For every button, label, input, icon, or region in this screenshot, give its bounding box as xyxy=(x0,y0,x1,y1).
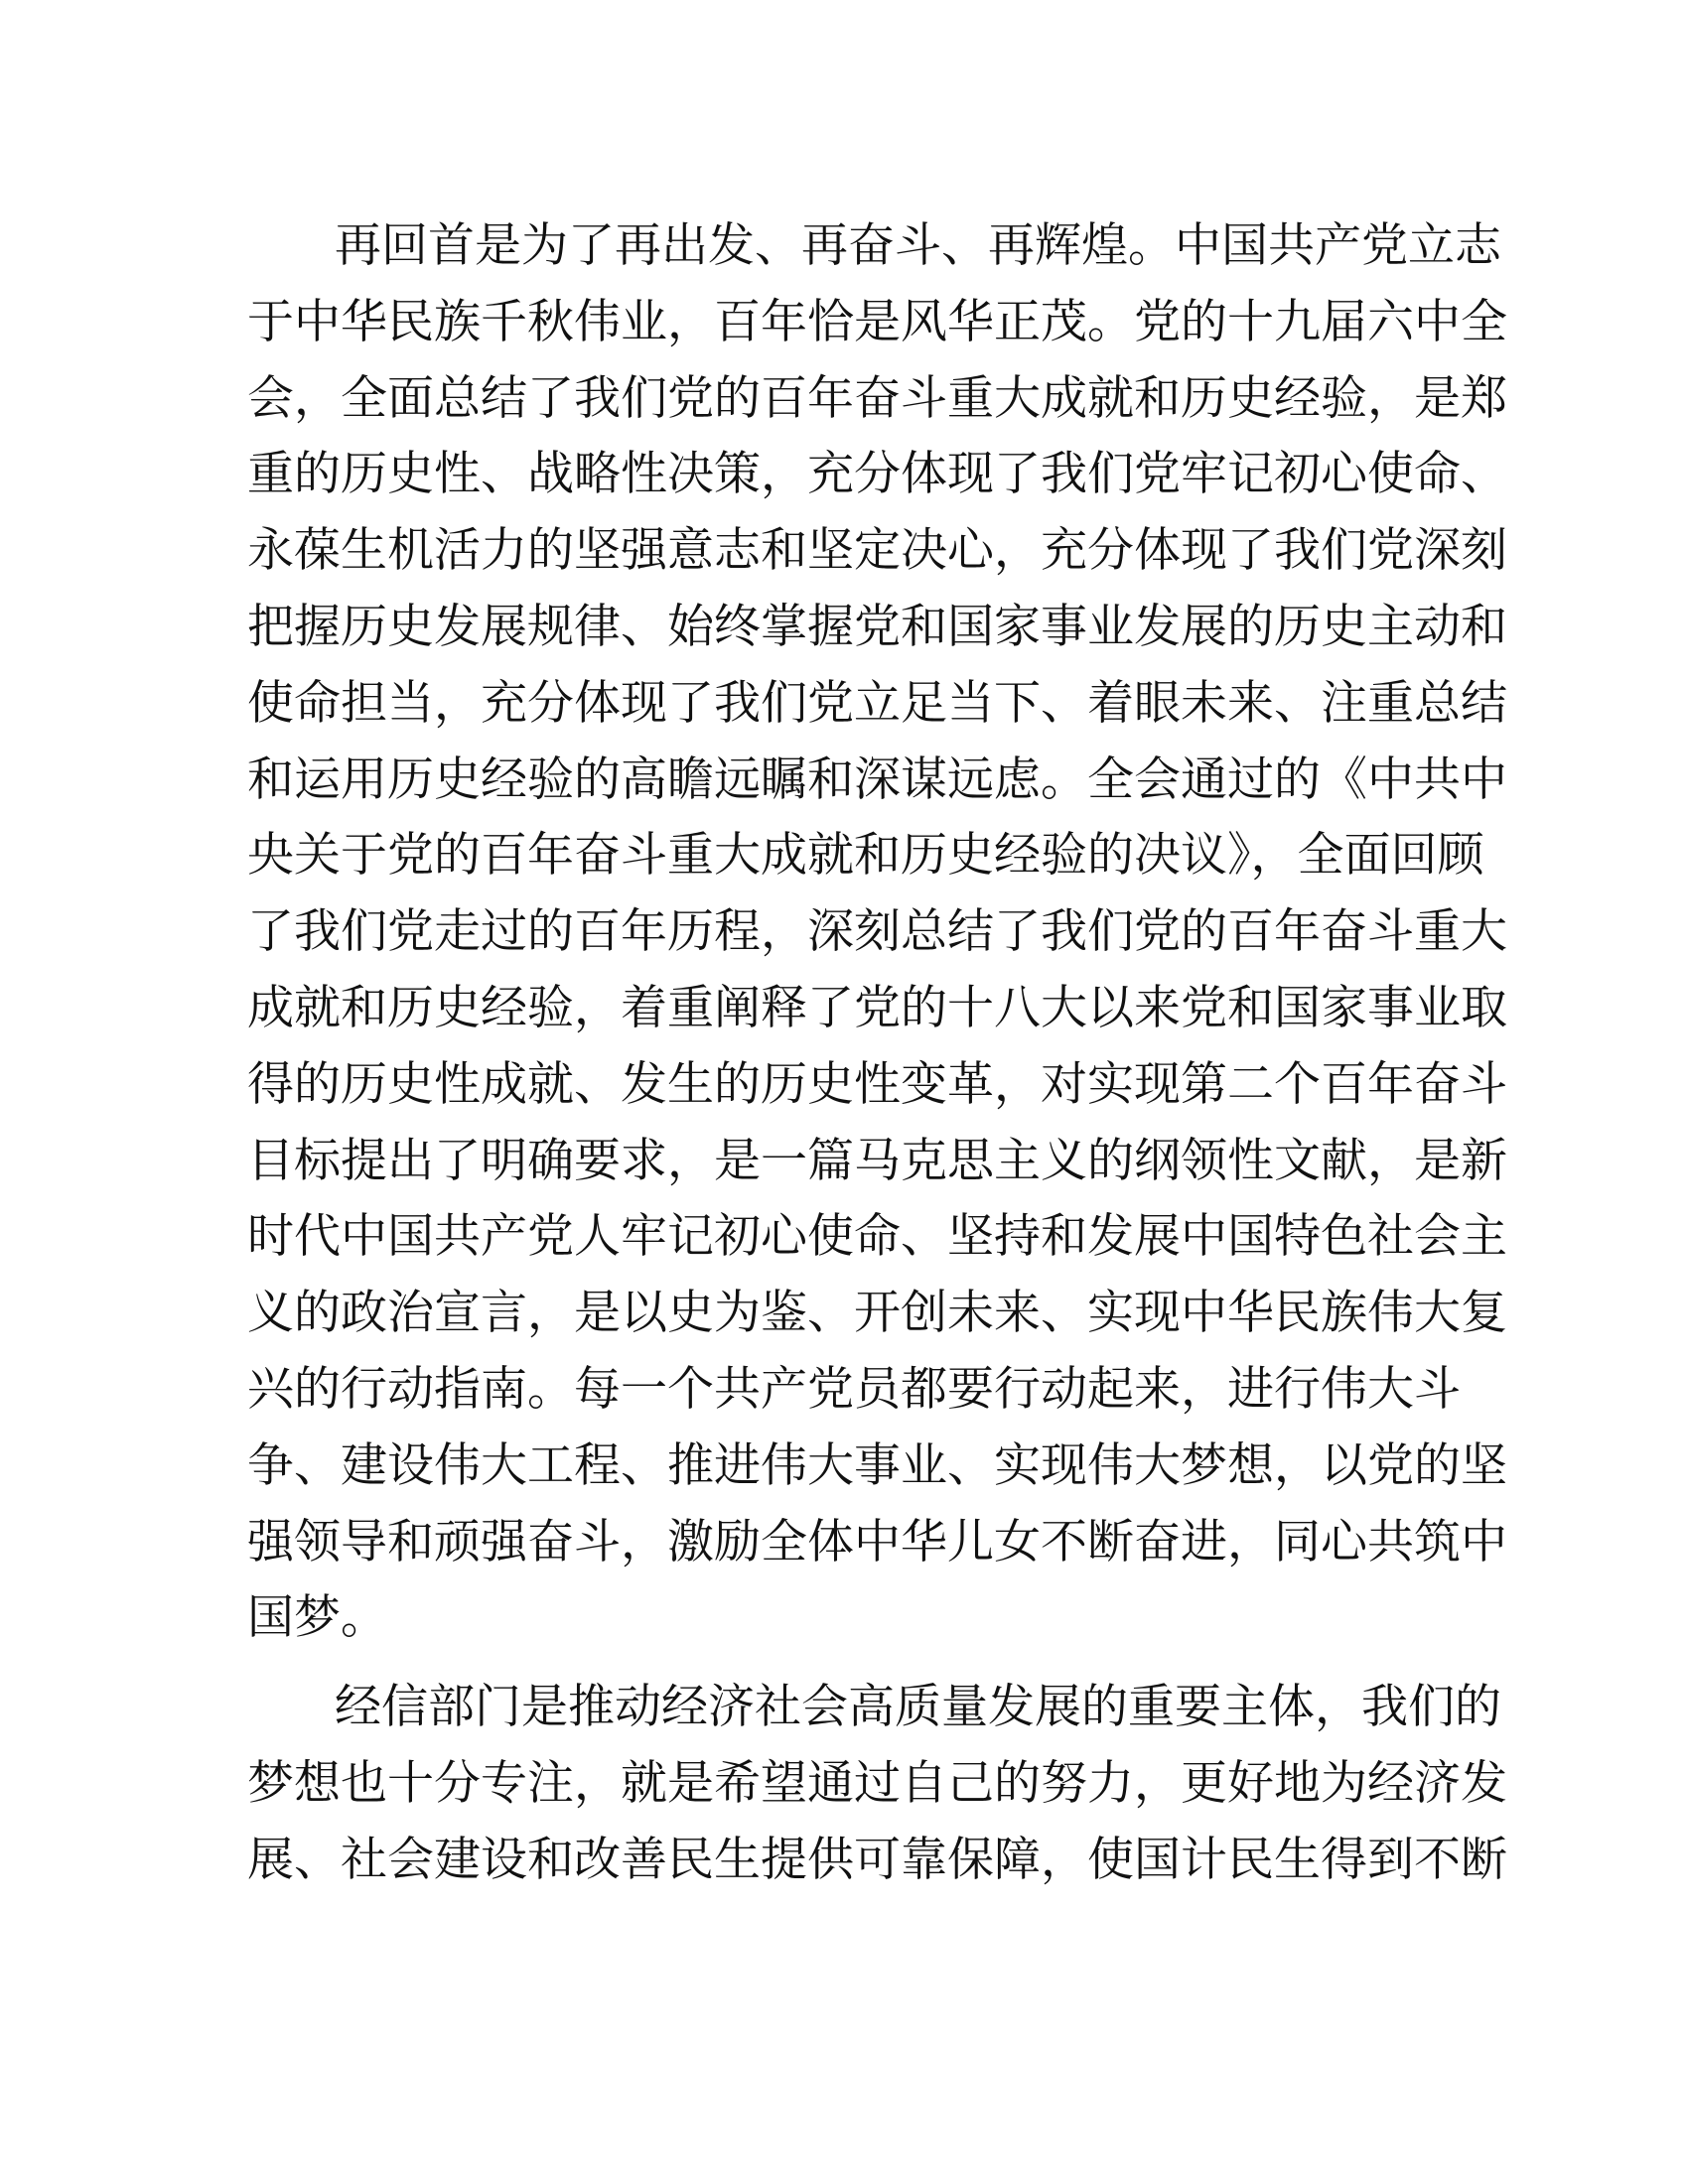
paragraph-line: 于中华民族千秋伟业，百年恰是风华正茂。党的十九届六中全 xyxy=(247,294,1507,349)
paragraph-line: 强领导和顽强奋斗，激励全体中华儿女不断奋进，同心共筑中 xyxy=(247,1514,1507,1570)
paragraph-line: 得的历史性成就、发生的历史性变革，对实现第二个百年奋斗 xyxy=(247,1056,1507,1112)
paragraph-line: 展、社会建设和改善民生提供可靠保障，使国计民生得到不断 xyxy=(247,1832,1507,1887)
paragraph-1 xyxy=(247,208,1507,1657)
paragraph-line: 和运用历史经验的高瞻远瞩和深谋远虑。全会通过的《中共中 xyxy=(247,751,1507,807)
paragraph-line: 成就和历史经验，着重阐释了党的十八大以来党和国家事业取 xyxy=(247,980,1507,1035)
paragraph-line: 使命担当，充分体现了我们党立足当下、着眼未来、注重总结 xyxy=(247,675,1507,731)
paragraph-spacer xyxy=(247,1657,1434,1670)
paragraph-line: 永葆生机活力的坚强意志和坚定决心，充分体现了我们党深刻 xyxy=(247,523,1507,579)
paragraph-line: 再回首是为了再出发、再奋斗、再辉煌。中国共产党立志 xyxy=(335,218,1501,273)
paragraph-line: 了我们党走过的百年历程，深刻总结了我们党的百年奋斗重大 xyxy=(247,904,1507,960)
paragraph-line: 梦想也十分专注，就是希望通过自己的努力，更好地为经济发 xyxy=(247,1755,1507,1811)
paragraph-line: 国梦。 xyxy=(247,1590,387,1646)
paragraph-line: 目标提出了明确要求，是一篇马克思主义的纲领性文献，是新 xyxy=(247,1133,1507,1188)
paragraph-line: 时代中国共产党人牢记初心使命、坚持和发展中国特色社会主 xyxy=(247,1209,1507,1265)
paragraph-2 xyxy=(247,1670,1507,1898)
paragraph-line: 义的政治宣言，是以史为鉴、开创未来、实现中华民族伟大复 xyxy=(247,1286,1507,1341)
paragraph-line: 央关于党的百年奋斗重大成就和历史经验的决议》，全面回顾 xyxy=(247,828,1484,884)
paragraph-line: 争、建设伟大工程、推进伟大事业、实现伟大梦想，以党的坚 xyxy=(247,1437,1507,1493)
paragraph-line: 兴的行动指南。每一个共产党员都要行动起来，进行伟大斗 xyxy=(247,1361,1461,1417)
paragraph-line: 会，全面总结了我们党的百年奋斗重大成就和历史经验，是郑 xyxy=(247,370,1507,426)
paragraph-line: 经信部门是推动经济社会高质量发展的重要主体，我们的 xyxy=(335,1680,1501,1735)
paragraph-line: 把握历史发展规律、始终掌握党和国家事业发展的历史主动和 xyxy=(247,599,1507,654)
paragraph-line: 重的历史性、战略性决策，充分体现了我们党牢记初心使命、 xyxy=(247,447,1507,502)
document-body xyxy=(247,208,1507,1899)
